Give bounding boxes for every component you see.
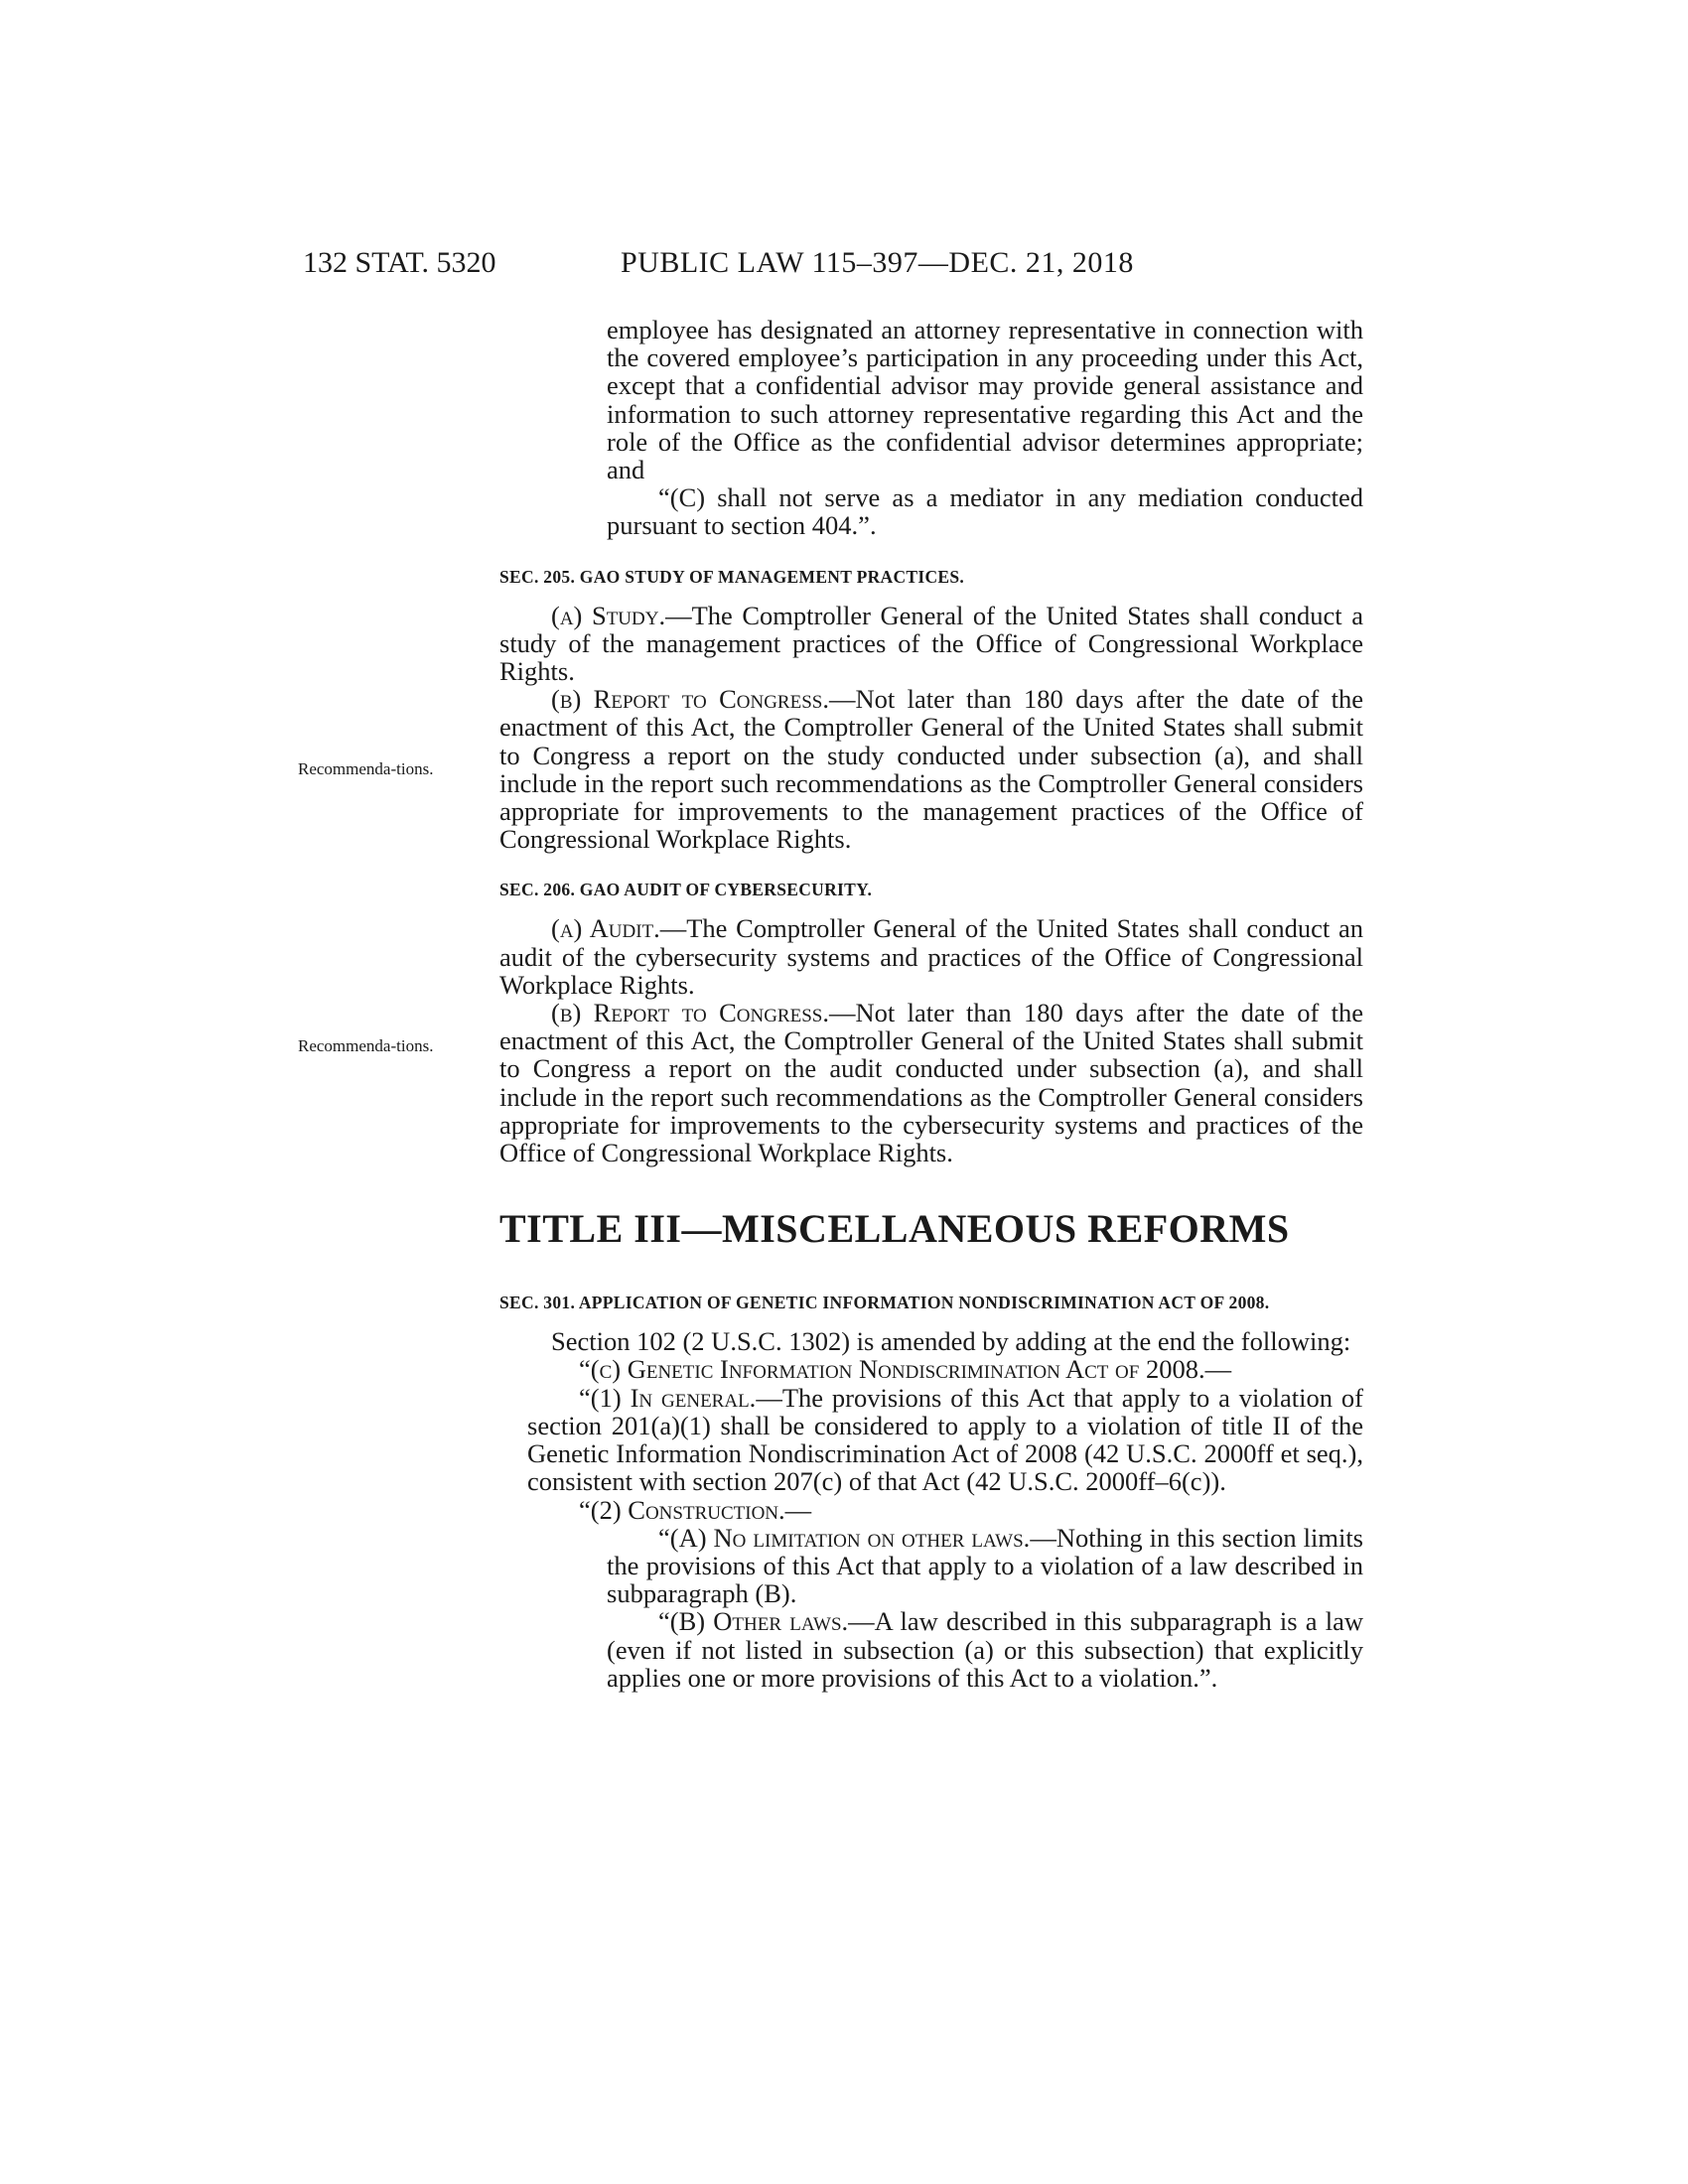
subsection-c-label: “(c) Genetic Information Nondiscrimination Act of 2008.: [579, 1354, 1205, 1385]
paragraph-2-label: “(2) Construction.: [579, 1494, 785, 1525]
paragraph-1-label: “(1) In general.: [579, 1382, 757, 1413]
subparagraph-c: “(C) shall not serve as a mediator in any mediation conducted pursuant to section 404.”.: [607, 482, 1363, 541]
subsection-c-text: —: [1204, 1354, 1232, 1385]
subparagraph-b-label: “(B) Other laws.: [658, 1606, 849, 1637]
section-205-a-label: (a) Study.: [551, 600, 666, 630]
section-205-b: [499, 685, 1363, 853]
section-206-heading: SEC. 206. GAO AUDIT OF CYBERSECURITY.: [499, 880, 873, 900]
subparagraph-b: [499, 1607, 1363, 1692]
subparagraph-a-label: “(A) No limitation on other laws.: [658, 1522, 1031, 1553]
paragraph-2: [499, 1496, 1363, 1524]
continuation-paragraph: employee has designated an attorney representative in connection with the covered employee’s participation in any proceeding under this Act, except that a confidential advisor may provide general assistance and information to such attorney representative regarding this Act and the role of the Office as the confidential advisor determines appropriate; and: [607, 315, 1363, 485]
section-206-a-text: —The Comptroller General of the United States shall conduct an audit of the cybersecurity systems and practices of the Office of Congressional Workplace Rights.: [499, 913, 1363, 1000]
section-205-b-label: (b) Report to Congress.: [551, 684, 829, 715]
paragraph-2-text: —: [784, 1494, 812, 1525]
section-206-b-label: (b) Report to Congress.: [551, 998, 829, 1028]
paragraph-1: [499, 1384, 1363, 1496]
subparagraph-a: [499, 1524, 1363, 1608]
paragraph-1-text: —The provisions of this Act that apply to a violation of section 201(a)(1) shall be considered to apply to a violation of title II of the Genetic Information Nondiscrimination Act of 2008 (42 U.S.C. 2000ff et seq.), consistent with section 207(c) of that Act (42 U.S.C. 2000ff–6(c)).: [527, 1382, 1363, 1497]
section-206-b: [499, 999, 1363, 1166]
section-206-a-label: (a) Audit.: [551, 913, 660, 944]
section-206-b-text: —Not later than 180 days after the date of the enactment of this Act, the Comptroller General of the United States shall submit to Congress a report on the audit conducted under subsection (a), and shall include in the report such recommendations as the Comptroller General considers appropriate for improvements to the cybersecurity systems and practices of the Office of Congressional Workplace Rights.: [499, 998, 1363, 1168]
title-iii-heading: TITLE III—MISCELLANEOUS REFORMS: [499, 1206, 1290, 1252]
section-205-b-text: —Not later than 180 days after the date of the enactment of this Act, the Comptroller General of the United States shall submit to Congress a report on the study conducted under subsection (a), and shall include in the report such recommendations as the Comptroller General considers appropriate for improvements to the management practices of the Office of Congressional Workplace Rights.: [499, 684, 1363, 855]
subparagraph-a-text: —Nothing in this section limits the provisions of this Act that apply to a violation of a law described in subparagraph (B).: [607, 1522, 1363, 1609]
section-301-intro: Section 102 (2 U.S.C. 1302) is amended by adding at the end the following:: [551, 1326, 1351, 1357]
section-206-a: [499, 914, 1363, 999]
section-301-heading: SEC. 301. APPLICATION OF GENETIC INFORMATION NONDISCRIMINATION ACT OF 2008.: [499, 1293, 1270, 1313]
running-head: PUBLIC LAW 115–397—DEC. 21, 2018: [621, 246, 1134, 279]
subparagraph-b-text: —A law described in this subparagraph is a law (even if not listed in subsection (a) or this subsection) that explicitly applies one or more provisions of this Act to a violation.”.: [607, 1606, 1364, 1693]
section-205-a: [499, 602, 1363, 686]
section-205-heading: SEC. 205. GAO STUDY OF MANAGEMENT PRACTICES.: [499, 566, 965, 587]
page-header: [0, 246, 1688, 286]
subsection-c: [499, 1355, 1363, 1383]
section-205-a-text: —The Comptroller General of the United States shall conduct a study of the management practices of the Office of Congressional Workplace Rights.: [499, 600, 1363, 687]
margin-note-sec205: Recommenda-tions.: [298, 759, 434, 778]
margin-note-sec206: Recommenda-tions.: [298, 1036, 434, 1055]
body-column: [499, 316, 1363, 1692]
stat-reference: 132 STAT. 5320: [303, 246, 496, 279]
